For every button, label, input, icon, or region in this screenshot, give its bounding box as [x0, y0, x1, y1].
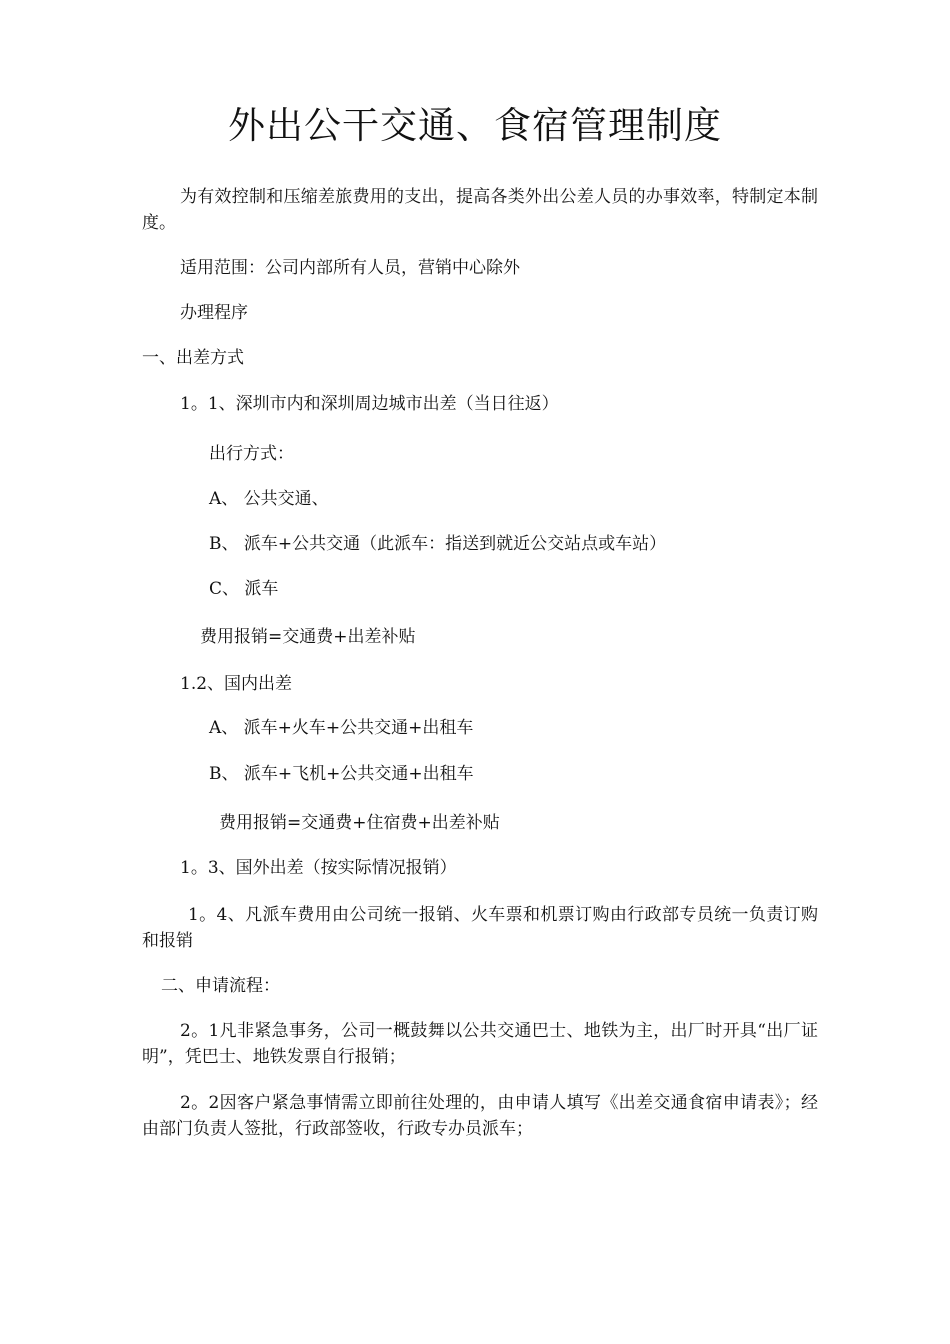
- item-1-1-heading: 1。1、深圳市内和深圳周边城市出差（当日往返）: [180, 394, 559, 414]
- item-1-3-text: 1。3、国外出差（按实际情况报销）: [180, 858, 457, 878]
- item-1-4-paragraph: 1。4、凡派车费用由公司统一报销、火车票和机票订购由行政部专员统一负责订购和报销: [142, 905, 818, 951]
- document-title: 外出公干交通、食宿管理制度: [228, 104, 722, 147]
- intro-paragraph: 为有效控制和压缩差旅费用的支出，提高各类外出公差人员的办事效率，特制定本制度。: [142, 187, 818, 233]
- item-2-1-paragraph: 2。1凡非紧急事务，公司一概鼓舞以公共交通巴士、地铁为主，出厂时开具“出厂证明”，凭巴士、地铁发票自行报销；: [142, 1021, 818, 1067]
- section1-heading: 一、出差方式: [142, 348, 244, 368]
- item-1-2-option-a: A、 派车+火车+公共交通+出租车: [209, 718, 474, 738]
- item-1-1-option-c: C、 派车: [209, 579, 279, 599]
- item-1-2-heading: 1.2、国内出差: [180, 674, 293, 694]
- item-1-2-option-b: B、 派车+飞机+公共交通+出租车: [209, 764, 474, 784]
- item-1-1-mode-label: 出行方式：: [209, 444, 294, 464]
- section2-heading: 二、申请流程：: [161, 976, 280, 996]
- item-1-1-reimbursement: 费用报销=交通费+出差补贴: [200, 627, 416, 647]
- scope-text: 适用范围：公司内部所有人员，营销中心除外: [180, 258, 520, 278]
- item-2-2-paragraph: 2。2因客户紧急事情需立即前往处理的，由申请人填写《出差交通食宿申请表》；经由部门负责人签批，行政部签收，行政专办员派车；: [142, 1093, 818, 1139]
- item-1-1-option-a: A、 公共交通、: [209, 489, 329, 509]
- item-1-1-option-b: B、 派车+公共交通（此派车：指送到就近公交站点或车站）: [209, 534, 667, 554]
- item-1-2-reimbursement: 费用报销=交通费+住宿费+出差补贴: [219, 813, 500, 833]
- procedure-heading: 办理程序: [180, 303, 248, 323]
